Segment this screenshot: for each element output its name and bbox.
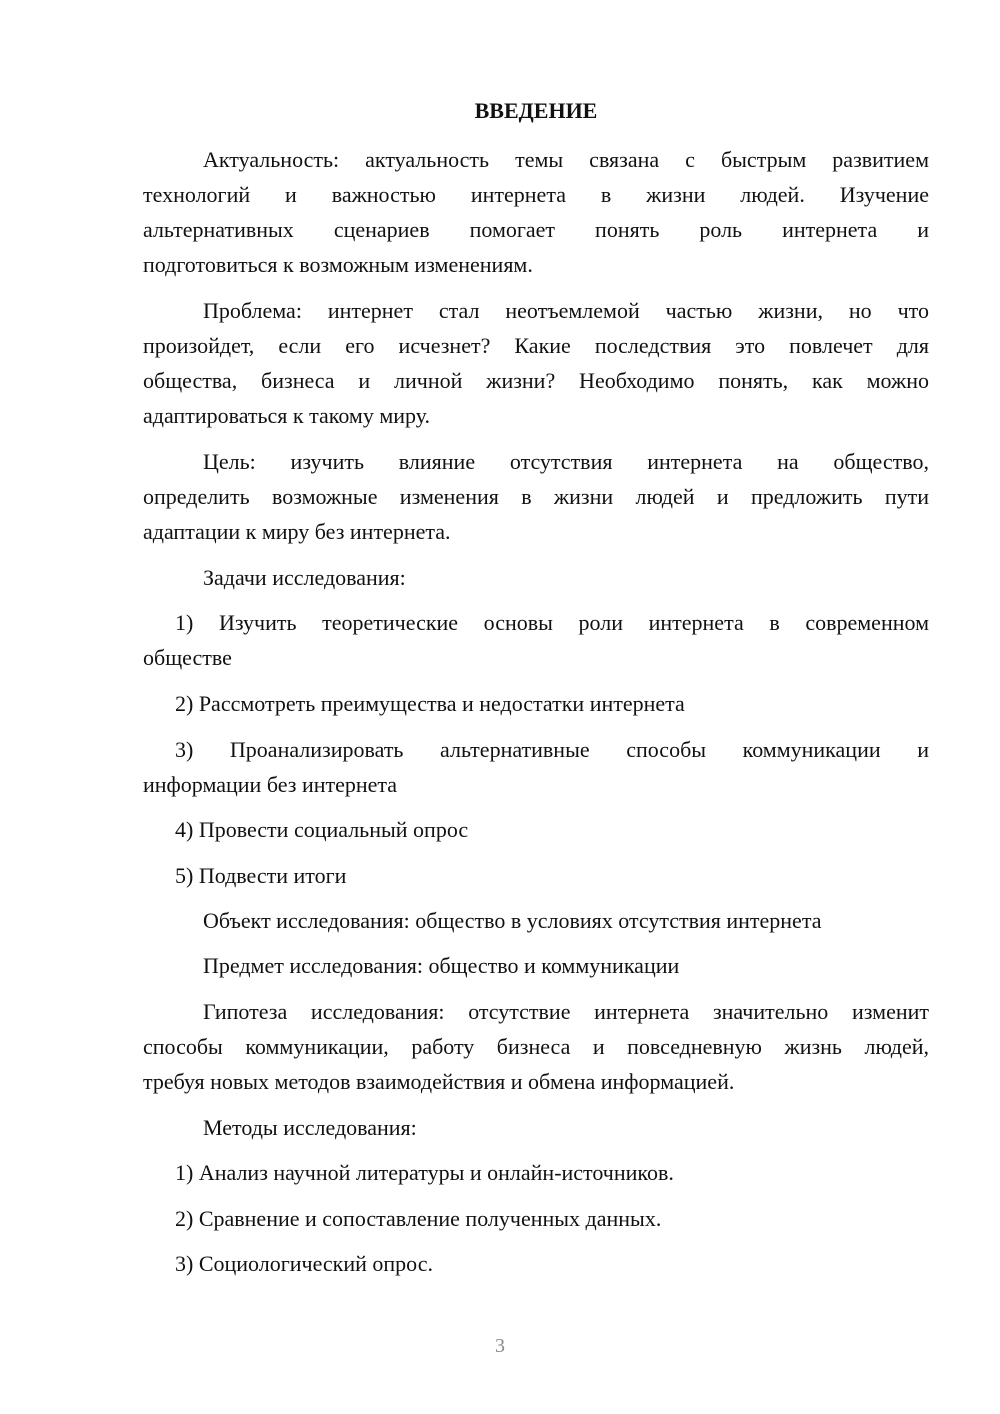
text-line: информации без интернета — [143, 772, 398, 797]
text-line: Проблема: интернет стал неотъемлемой частью жизни, но что — [203, 298, 929, 323]
subject-paragraph: Предмет исследования: общество и коммуникации — [203, 953, 680, 978]
page-title: ВВЕДЕНИЕ — [474, 98, 598, 123]
task-item-1 — [143, 605, 929, 675]
text-line: способы коммуникации, работу бизнеса и повседневную жизнь людей, — [143, 1034, 929, 1059]
method-item-1: 1) Анализ научной литературы и онлайн-источников. — [175, 1160, 674, 1185]
task-item-5: 5) Подвести итоги — [175, 863, 347, 888]
text-line: произойдет, если его исчезнет? Какие последствия это повлечет для — [143, 333, 929, 358]
text-line: адаптации к миру без интернета. — [143, 519, 451, 544]
text-line: требуя новых методов взаимодействия и обмена информацией. — [143, 1069, 735, 1094]
task-item-4: 4) Провести социальный опрос — [175, 817, 469, 842]
task-item-3 — [143, 732, 929, 802]
text-line: обществе — [143, 645, 232, 670]
text-line: подготовиться к возможным изменениям. — [143, 252, 533, 277]
page-number: 3 — [495, 1335, 505, 1357]
hypothesis-paragraph — [143, 994, 929, 1099]
text-line: Актуальность: актуальность темы связана с быстрым развитием — [203, 147, 929, 172]
method-item-3: 3) Социологический опрос. — [175, 1251, 433, 1276]
text-line: общества, бизнеса и личной жизни? Необходимо понять, как можно — [143, 368, 929, 393]
text-line: Гипотеза исследования: отсутствие интернета значительно изменит — [203, 999, 929, 1024]
text-line: Цель: изучить влияние отсутствия интернета на общество, — [203, 449, 929, 474]
tasks-title: Задачи исследования: — [203, 565, 406, 590]
text-line: определить возможные изменения в жизни людей и предложить пути — [143, 484, 929, 509]
text-line: 3) Проанализировать альтернативные способы коммуникации и — [175, 737, 929, 762]
methods-title: Методы исследования: — [203, 1115, 417, 1140]
text-line: технологий и важностью интернета в жизни людей. Изучение — [143, 182, 929, 207]
text-line: адаптироваться к такому миру. — [143, 403, 431, 428]
object-paragraph: Объект исследования: общество в условиях отсутствия интернета — [203, 908, 822, 933]
text-line: 1) Изучить теоретические основы роли интернета в современном — [175, 610, 929, 635]
goal-paragraph — [143, 444, 929, 549]
relevance-paragraph — [143, 142, 929, 282]
method-item-2: 2) Сравнение и сопоставление полученных данных. — [175, 1206, 662, 1231]
text-line: альтернативных сценариев помогает понять роль интернета и — [143, 217, 929, 242]
problem-paragraph — [143, 293, 929, 433]
task-item-2: 2) Рассмотреть преимущества и недостатки интернета — [175, 691, 685, 716]
